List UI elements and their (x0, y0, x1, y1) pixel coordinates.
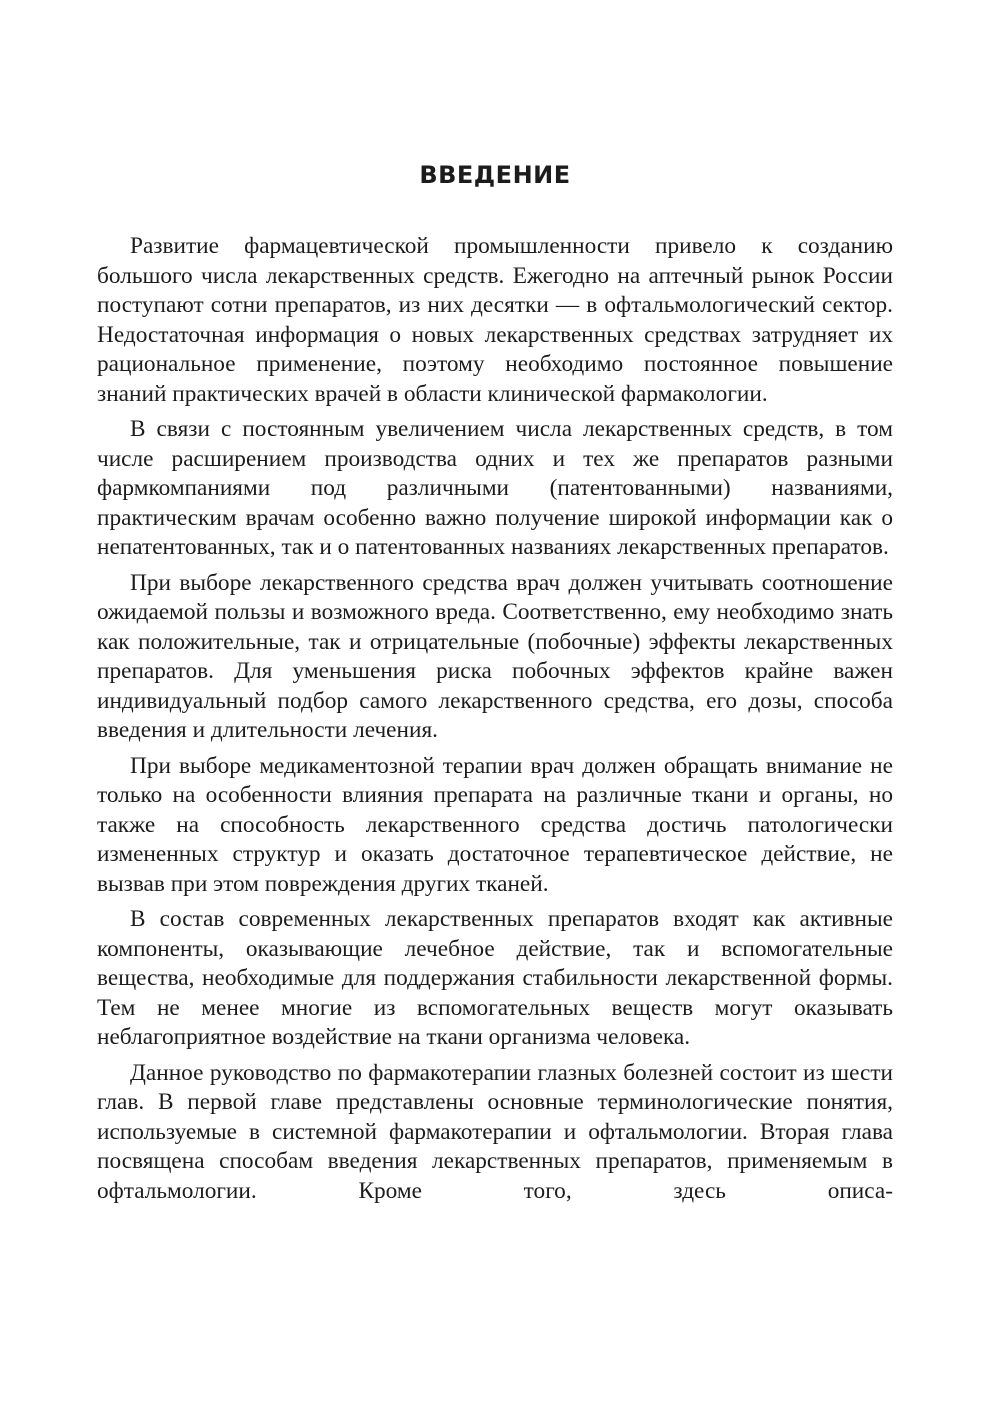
page-content (97, 158, 893, 1212)
paragraph: В состав современных лекарственных препаратов входят как активные компоненты, оказывающие лечебное действие, так и вспомогательные вещества, необходимые для поддержания стабильности лекарственной формы. Тем не менее многие из вспомогательных веществ могут оказывать неблагоприятное воздействие на ткани организма человека. (97, 906, 893, 1050)
paragraph: При выборе лекарственного средства врач должен учитывать соотношение ожидаемой пользы и возможного вреда. Соответственно, ему необходимо знать как положительные, так и отрицательные (побочные) эффекты лекарственных препаратов. Для уменьшения риска побочных эффектов крайне важен индивидуальный подбор самого лекарственного средства, его дозы, способа введения и длительности лечения. (97, 569, 893, 743)
paragraph: При выборе медикаментозной терапии врач должен обращать внимание не только на особенности влияния препарата на различные ткани и органы, но также на способность лекарственного средства достичь патологически измененных структур и оказать достаточное терапевтическое действие, не вызвав при этом повреждения других тканей. (97, 752, 893, 897)
paragraph: В связи с постоянным увеличением числа лекарственных средств, в том числе расширением производства одних и тех же препаратов разными фармкомпаниями под различными (патентованными) названиями, практическим врачам особенно важно получение широкой информации как о непатентованных, так и о патентованных названиях лекарственных препаратов. (97, 416, 893, 560)
body-text (97, 232, 893, 1206)
chapter-title: ВВЕДЕНИЕ (419, 161, 571, 189)
paragraph: Развитие фармацевтической промышленности привело к созданию большого числа лекарственных средств. Ежегодно на аптечный рынок России поступают сотни препаратов, из них десятки — в офтальмологический сектор. Недостаточная информация о новых лекарственных средствах затрудняет их рациональное применение, поэтому необходимо постоянное повышение знаний практических врачей в области клинической фармакологии. (97, 233, 893, 407)
paragraph: Данное руководство по фармакотерапии глазных болезней состоит из шести глав. В первой главе представлены основные терминологические понятия, используемые в системной фармакотерапии и офтальмологии. Вторая глава посвящена способам введения лекарственных препаратов, применяемым в офтальмологии. Кроме того, здесь описа- (97, 1059, 893, 1204)
